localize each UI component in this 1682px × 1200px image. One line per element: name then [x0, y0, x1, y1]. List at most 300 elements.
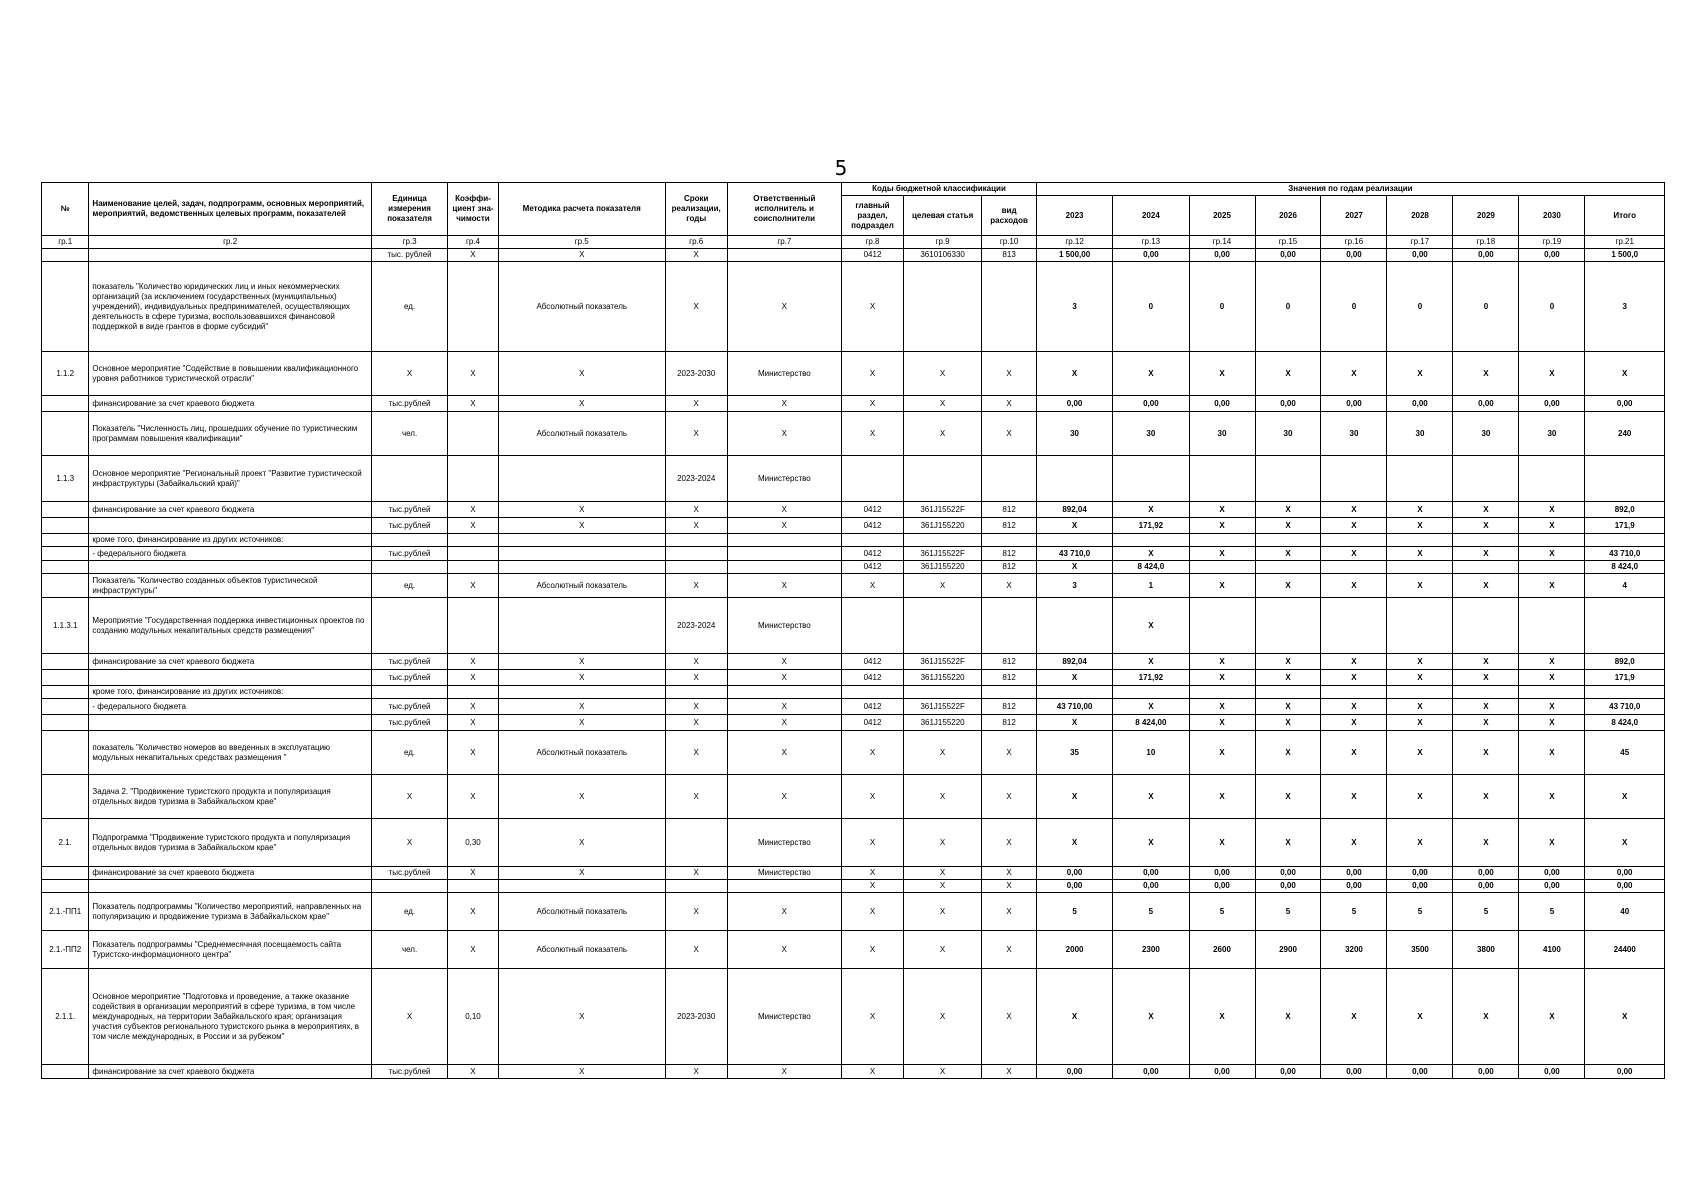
table-row: [42, 686, 1665, 699]
table-cell: Х: [842, 893, 904, 931]
table-cell: [727, 561, 841, 574]
table-cell: [982, 534, 1037, 547]
table-row: [42, 456, 1665, 502]
table-cell: 0,00: [1036, 1065, 1112, 1079]
table-row: [42, 598, 1665, 654]
table-cell: Х: [498, 396, 665, 412]
table-cell: Х: [1519, 518, 1585, 534]
table-cell: 361J155220: [903, 670, 981, 686]
table-cell: 171,92: [1113, 518, 1189, 534]
table-cell: [1453, 456, 1519, 502]
column-number-cell: гр.12: [1036, 236, 1112, 249]
table-cell: [371, 598, 447, 654]
table-cell: 0,00: [1113, 880, 1189, 893]
table-cell: 5: [1255, 893, 1321, 931]
table-row: [42, 262, 1665, 352]
table-cell: Х: [448, 396, 499, 412]
table-cell: [1255, 686, 1321, 699]
table-cell: Х: [448, 670, 499, 686]
table-cell: 5: [1189, 893, 1255, 931]
table-cell: 812: [982, 670, 1037, 686]
table-cell: [42, 547, 89, 561]
table-cell: 43 710,0: [1585, 547, 1665, 561]
table-cell: [1036, 686, 1112, 699]
table-cell: [727, 547, 841, 561]
table-cell: [1585, 456, 1665, 502]
table-cell: 30: [1519, 412, 1585, 456]
table-cell: Х: [1255, 731, 1321, 775]
table-cell: Х: [727, 502, 841, 518]
table-cell: Х: [1519, 715, 1585, 731]
table-cell: Х: [448, 715, 499, 731]
table-cell: Х: [665, 893, 727, 931]
table-cell: Х: [665, 502, 727, 518]
row-name-cell: [89, 561, 372, 574]
hdr-expense: вид расходов: [982, 196, 1037, 236]
table-cell: Х: [1189, 518, 1255, 534]
table-cell: Х: [1036, 969, 1112, 1065]
table-cell: 30: [1321, 412, 1387, 456]
table-cell: 0: [1387, 262, 1453, 352]
table-cell: 5: [1519, 893, 1585, 931]
table-cell: [1113, 686, 1189, 699]
table-cell: Х: [1321, 547, 1387, 561]
table-cell: Х: [842, 969, 904, 1065]
table-cell: ед.: [371, 262, 447, 352]
table-cell: Абсолютный показатель: [498, 262, 665, 352]
table-cell: Х: [1387, 715, 1453, 731]
table-row: [42, 670, 1665, 686]
table-cell: тыс. рублей: [371, 249, 447, 262]
table-cell: [727, 686, 841, 699]
table-cell: Х: [727, 775, 841, 819]
table-cell: Х: [1036, 775, 1112, 819]
table-cell: Х: [665, 731, 727, 775]
table-cell: ед.: [371, 574, 447, 598]
table-cell: 361J15522F: [903, 654, 981, 670]
table-cell: Х: [498, 775, 665, 819]
table-cell: [448, 262, 499, 352]
table-cell: [1255, 598, 1321, 654]
table-cell: Х: [1519, 654, 1585, 670]
table-cell: Х: [903, 396, 981, 412]
table-cell: Х: [1255, 547, 1321, 561]
column-number-cell: гр.16: [1321, 236, 1387, 249]
table-cell: Х: [982, 880, 1037, 893]
table-cell: Х: [1113, 598, 1189, 654]
table-cell: 1.1.3: [42, 456, 89, 502]
table-cell: Х: [498, 654, 665, 670]
table-cell: [42, 534, 89, 547]
table-cell: Х: [1453, 352, 1519, 396]
table-cell: [1585, 534, 1665, 547]
table-cell: Х: [727, 412, 841, 456]
table-cell: Х: [982, 931, 1037, 969]
table-cell: 30: [1255, 412, 1321, 456]
table-cell: [842, 686, 904, 699]
table-cell: [1036, 534, 1112, 547]
hdr-year: 2023: [1036, 196, 1112, 236]
table-cell: 0412: [842, 502, 904, 518]
table-cell: [665, 819, 727, 867]
table-cell: 0,00: [1255, 867, 1321, 880]
table-cell: Х: [371, 819, 447, 867]
table-cell: Х: [665, 1065, 727, 1079]
table-cell: Х: [1113, 699, 1189, 715]
table-cell: Х: [371, 775, 447, 819]
table-cell: 0,00: [1387, 867, 1453, 880]
table-cell: 2023-2030: [665, 969, 727, 1065]
table-cell: 812: [982, 715, 1037, 731]
table-cell: [1189, 686, 1255, 699]
table-cell: [665, 561, 727, 574]
table-cell: [982, 686, 1037, 699]
hdr-values-by-year: Значения по годам реализации: [1036, 183, 1664, 196]
table-cell: Х: [448, 931, 499, 969]
table-cell: 0412: [842, 547, 904, 561]
table-cell: 812: [982, 518, 1037, 534]
table-row: [42, 819, 1665, 867]
table-cell: Х: [903, 574, 981, 598]
table-cell: [1387, 561, 1453, 574]
table-cell: [498, 534, 665, 547]
table-cell: Х: [982, 412, 1037, 456]
table-cell: [371, 534, 447, 547]
table-cell: [1387, 686, 1453, 699]
table-cell: 0,00: [1519, 1065, 1585, 1079]
table-cell: 171,9: [1585, 518, 1665, 534]
table-cell: Х: [1189, 775, 1255, 819]
table-cell: Х: [1387, 518, 1453, 534]
table-cell: 8 424,0: [1585, 715, 1665, 731]
table-cell: 0,00: [1036, 396, 1112, 412]
table-cell: 1 500,00: [1036, 249, 1112, 262]
table-cell: 0,00: [1189, 396, 1255, 412]
table-cell: [1519, 456, 1585, 502]
table-cell: 2300: [1113, 931, 1189, 969]
table-cell: Х: [1519, 502, 1585, 518]
column-number-row: [42, 236, 1665, 249]
table-cell: Х: [1189, 547, 1255, 561]
row-name-cell: Показатель "Численность лиц, прошедших обучение по туристическим программам повышения квалификации": [89, 412, 372, 456]
table-cell: [1321, 598, 1387, 654]
row-name-cell: Показатель "Количество созданных объектов туристической инфраструктуры": [89, 574, 372, 598]
table-cell: [842, 534, 904, 547]
table-cell: [982, 598, 1037, 654]
table-cell: 1 500,0: [1585, 249, 1665, 262]
table-cell: Х: [1255, 574, 1321, 598]
table-cell: Х: [1387, 699, 1453, 715]
table-cell: 0,00: [1113, 867, 1189, 880]
table-cell: [42, 561, 89, 574]
table-cell: Х: [1519, 731, 1585, 775]
table-cell: 2600: [1189, 931, 1255, 969]
column-number-cell: гр.5: [498, 236, 665, 249]
column-number-cell: гр.1: [42, 236, 89, 249]
table-cell: [1189, 598, 1255, 654]
table-cell: [1255, 534, 1321, 547]
table-cell: [448, 456, 499, 502]
table-cell: 0,00: [1189, 867, 1255, 880]
table-cell: 0,00: [1519, 867, 1585, 880]
table-row: [42, 518, 1665, 534]
table-cell: Х: [982, 969, 1037, 1065]
table-cell: Х: [1113, 352, 1189, 396]
table-cell: [42, 1065, 89, 1079]
table-cell: [842, 598, 904, 654]
table-cell: [42, 699, 89, 715]
row-name-cell: - федерального бюджета: [89, 699, 372, 715]
table-cell: 0,00: [1585, 1065, 1665, 1079]
table-cell: Х: [665, 518, 727, 534]
table-row: [42, 731, 1665, 775]
table-cell: Х: [1453, 715, 1519, 731]
hdr-year: 2026: [1255, 196, 1321, 236]
table-cell: 0,00: [1585, 880, 1665, 893]
table-cell: Х: [1387, 654, 1453, 670]
table-row: [42, 561, 1665, 574]
table-cell: Х: [842, 1065, 904, 1079]
table-cell: Х: [1255, 819, 1321, 867]
table-cell: 8 424,0: [1113, 561, 1189, 574]
hdr-section: главный раздел, подраздел: [842, 196, 904, 236]
table-cell: [727, 880, 841, 893]
row-name-cell: Основное мероприятие "Подготовка и проведение, а также оказание содействия в организации мероприятий в сфере туризма, в том числе международных, на территории Забайкальского края; организация участия субъектов регионального туристского рынка в мероприятиях, в том числе международных, в России и за рубежом": [89, 969, 372, 1065]
table-cell: Х: [498, 699, 665, 715]
table-cell: Х: [727, 893, 841, 931]
table-cell: Х: [1113, 502, 1189, 518]
table-cell: Х: [1453, 502, 1519, 518]
row-name-cell: Задача 2. "Продвижение туристского продукта и популяризация отдельных видов туризма в Забайкальском крае": [89, 775, 372, 819]
table-cell: Х: [1036, 561, 1112, 574]
table-cell: Х: [1519, 574, 1585, 598]
table-cell: [1036, 456, 1112, 502]
table-row: [42, 715, 1665, 731]
table-cell: Х: [1321, 654, 1387, 670]
table-cell: Х: [665, 670, 727, 686]
table-cell: Х: [982, 731, 1037, 775]
table-cell: Министерство: [727, 352, 841, 396]
table-cell: Х: [982, 819, 1037, 867]
table-cell: [1321, 561, 1387, 574]
table-cell: [727, 534, 841, 547]
table-cell: 3: [1036, 262, 1112, 352]
table-cell: 3800: [1453, 931, 1519, 969]
table-cell: 0,00: [1387, 1065, 1453, 1079]
table-cell: Х: [1036, 352, 1112, 396]
table-cell: Х: [1519, 699, 1585, 715]
table-cell: Х: [1453, 699, 1519, 715]
table-cell: Х: [665, 262, 727, 352]
table-cell: Х: [1255, 969, 1321, 1065]
table-cell: Х: [1519, 547, 1585, 561]
table-cell: Х: [903, 931, 981, 969]
table-cell: [498, 456, 665, 502]
table-cell: [1189, 534, 1255, 547]
table-cell: Х: [842, 396, 904, 412]
table-cell: Х: [727, 518, 841, 534]
table-cell: тыс.рублей: [371, 396, 447, 412]
table-cell: Х: [1113, 547, 1189, 561]
table-cell: 0,00: [1453, 880, 1519, 893]
table-cell: 0,00: [1036, 880, 1112, 893]
table-cell: Х: [1255, 502, 1321, 518]
table-cell: 812: [982, 547, 1037, 561]
table-cell: 2.1.: [42, 819, 89, 867]
table-cell: Х: [842, 352, 904, 396]
table-cell: Х: [1387, 352, 1453, 396]
table-cell: [42, 867, 89, 880]
table-cell: 0412: [842, 561, 904, 574]
table-cell: Министерство: [727, 598, 841, 654]
table-cell: Х: [1255, 518, 1321, 534]
table-cell: 3: [1585, 262, 1665, 352]
table-cell: 0,00: [1519, 396, 1585, 412]
table-cell: Х: [448, 893, 499, 931]
table-row: [42, 412, 1665, 456]
row-name-cell: Показатель подпрограммы "Среднемесячная посещаемость сайта Туристско-информационного центра": [89, 931, 372, 969]
table-cell: тыс.рублей: [371, 670, 447, 686]
table-cell: Х: [1255, 670, 1321, 686]
table-cell: 0412: [842, 670, 904, 686]
table-row: [42, 534, 1665, 547]
table-cell: 0,00: [1585, 867, 1665, 880]
table-cell: Х: [448, 574, 499, 598]
table-cell: Х: [1453, 547, 1519, 561]
table-cell: 892,0: [1585, 654, 1665, 670]
table-cell: Х: [982, 574, 1037, 598]
table-cell: Х: [1189, 574, 1255, 598]
table-cell: [1453, 534, 1519, 547]
table-cell: Х: [727, 670, 841, 686]
table-cell: 0: [1519, 262, 1585, 352]
table-cell: Х: [1036, 518, 1112, 534]
table-cell: Х: [727, 396, 841, 412]
table-cell: [982, 262, 1037, 352]
table-cell: Х: [842, 819, 904, 867]
table-cell: 2023-2030: [665, 352, 727, 396]
table-cell: 0,00: [1113, 396, 1189, 412]
table-cell: 892,0: [1585, 502, 1665, 518]
table-cell: Абсолютный показатель: [498, 931, 665, 969]
table-cell: [448, 561, 499, 574]
table-cell: Х: [1453, 654, 1519, 670]
hdr-year: 2025: [1189, 196, 1255, 236]
table-cell: [448, 880, 499, 893]
column-number-cell: гр.18: [1453, 236, 1519, 249]
row-name-cell: Мероприятие "Государственная поддержка инвестиционных проектов по созданию модульных некапитальных средств размещения": [89, 598, 372, 654]
table-cell: тыс.рублей: [371, 518, 447, 534]
table-cell: Х: [1387, 502, 1453, 518]
table-cell: Х: [903, 880, 981, 893]
row-name-cell: кроме того, финансирование из других источников:: [89, 686, 372, 699]
table-cell: [448, 598, 499, 654]
table-cell: Х: [842, 775, 904, 819]
table-cell: [665, 880, 727, 893]
table-cell: Х: [903, 1065, 981, 1079]
table-cell: 0,00: [1519, 880, 1585, 893]
row-name-cell: Основное мероприятие "Содействие в повышении квалификационного уровня работников туристической отрасли": [89, 352, 372, 396]
table-cell: [371, 456, 447, 502]
table-cell: 40: [1585, 893, 1665, 931]
table-cell: [903, 456, 981, 502]
table-cell: Х: [842, 262, 904, 352]
table-cell: Х: [1113, 969, 1189, 1065]
table-cell: 2.1.1.: [42, 969, 89, 1065]
table-cell: 30: [1036, 412, 1112, 456]
table-cell: 812: [982, 561, 1037, 574]
table-cell: Х: [1585, 969, 1665, 1065]
hdr-resp: Ответственный исполнитель и соисполнители: [727, 183, 841, 236]
hdr-method: Методика расчета показателя: [498, 183, 665, 236]
table-cell: 812: [982, 654, 1037, 670]
table-cell: 0,00: [1255, 249, 1321, 262]
table-cell: Х: [1321, 352, 1387, 396]
row-name-cell: [89, 249, 372, 262]
table-cell: Х: [1387, 969, 1453, 1065]
table-cell: Х: [498, 518, 665, 534]
table-cell: Х: [1387, 731, 1453, 775]
table-cell: 0412: [842, 654, 904, 670]
table-row: [42, 880, 1665, 893]
table-row: [42, 931, 1665, 969]
table-cell: 812: [982, 699, 1037, 715]
table-cell: 24400: [1585, 931, 1665, 969]
table-cell: Х: [1189, 969, 1255, 1065]
table-cell: Х: [1453, 731, 1519, 775]
table-cell: [42, 262, 89, 352]
table-cell: Х: [448, 731, 499, 775]
table-cell: 30: [1453, 412, 1519, 456]
hdr-budget-codes: Коды бюджетной классификации: [842, 183, 1037, 196]
table-cell: тыс.рублей: [371, 699, 447, 715]
table-cell: Х: [498, 670, 665, 686]
table-cell: чел.: [371, 412, 447, 456]
table-cell: Х: [498, 352, 665, 396]
table-cell: [1453, 686, 1519, 699]
table-cell: [903, 598, 981, 654]
table-cell: [42, 731, 89, 775]
table-cell: 0,10: [448, 969, 499, 1065]
table-cell: [1453, 598, 1519, 654]
table-cell: 2.1.-ПП2: [42, 931, 89, 969]
table-cell: Х: [665, 654, 727, 670]
table-row: [42, 1065, 1665, 1079]
table-cell: Х: [1255, 775, 1321, 819]
table-cell: 0,00: [1321, 249, 1387, 262]
table-cell: Х: [1255, 352, 1321, 396]
table-cell: 0,00: [1113, 1065, 1189, 1079]
table-cell: [1519, 534, 1585, 547]
table-cell: [1255, 456, 1321, 502]
table-cell: [42, 502, 89, 518]
column-number-cell: гр.6: [665, 236, 727, 249]
table-cell: 0,00: [1387, 249, 1453, 262]
table-cell: 0412: [842, 699, 904, 715]
table-cell: 2900: [1255, 931, 1321, 969]
table-cell: Х: [448, 654, 499, 670]
table-cell: Х: [1321, 670, 1387, 686]
table-cell: 0,00: [1453, 1065, 1519, 1079]
table-cell: 2023-2024: [665, 456, 727, 502]
row-name-cell: финансирование за счет краевого бюджета: [89, 1065, 372, 1079]
table-cell: Абсолютный показатель: [498, 893, 665, 931]
table-cell: Х: [1585, 352, 1665, 396]
table-cell: 0,00: [1387, 880, 1453, 893]
table-cell: 0,30: [448, 819, 499, 867]
table-cell: [42, 518, 89, 534]
table-cell: 1: [1113, 574, 1189, 598]
